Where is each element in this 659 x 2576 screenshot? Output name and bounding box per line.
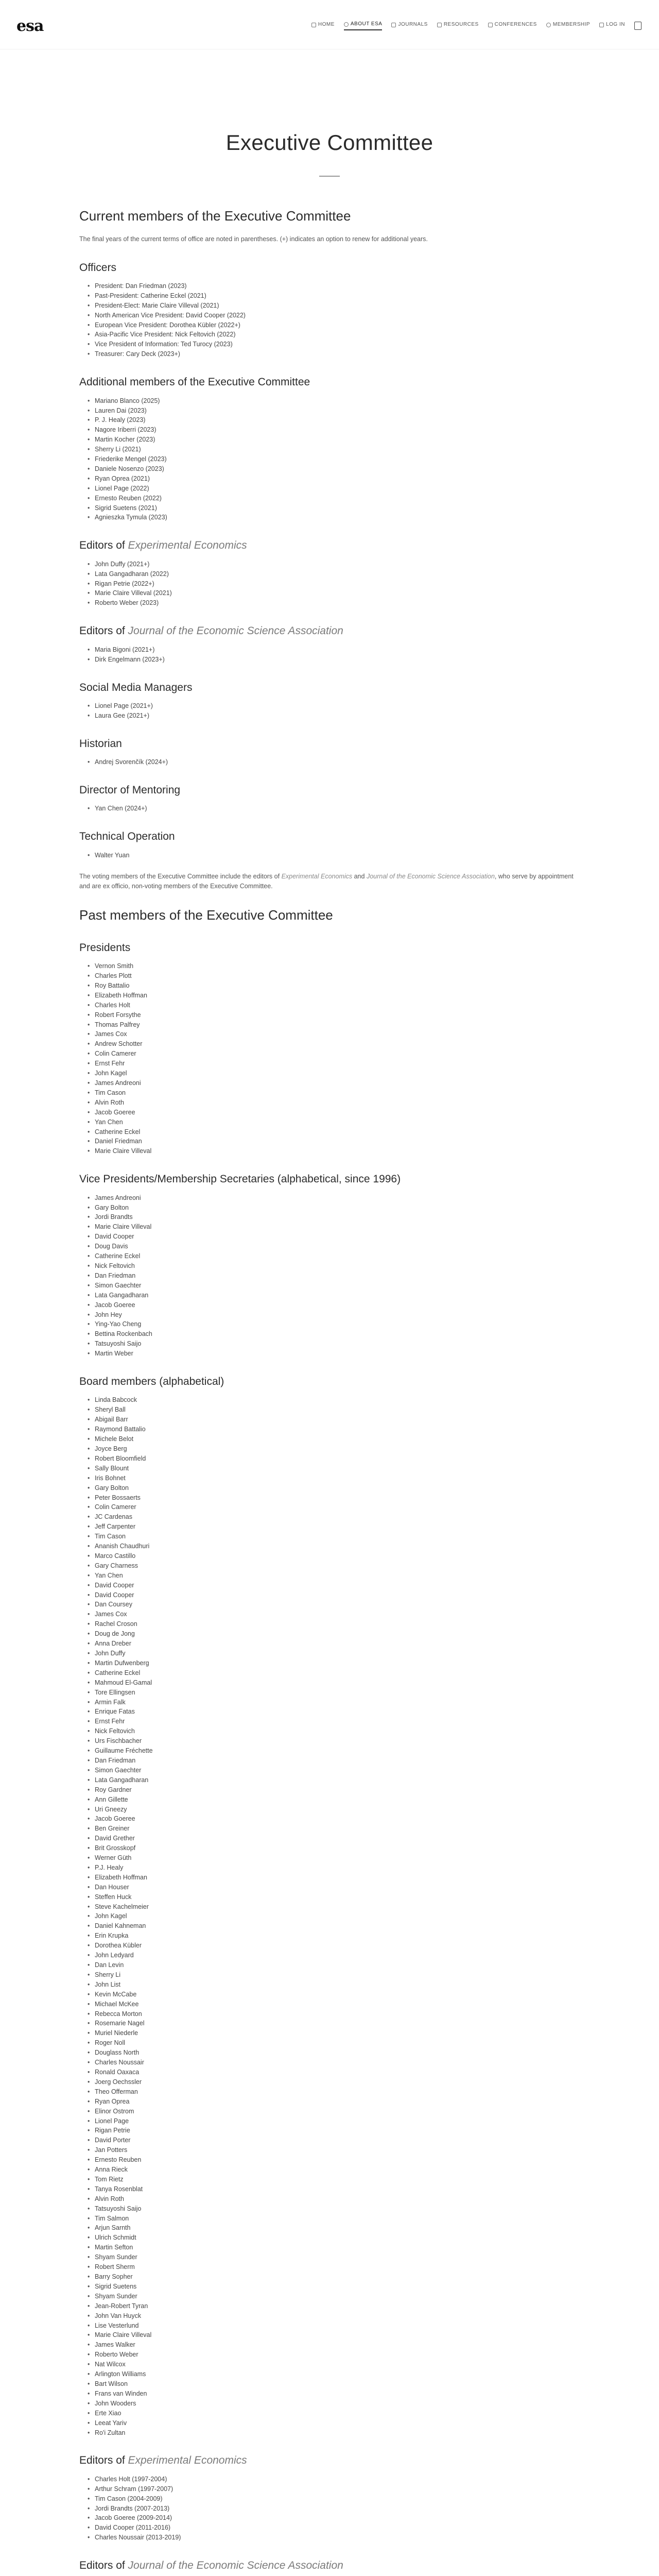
list-item: • Shyam Sunder: [88, 2292, 580, 2301]
calendar-icon: [488, 23, 493, 27]
list-item: • Simon Gaechter: [88, 1766, 580, 1775]
list-item: • Martin Weber: [88, 1349, 580, 1359]
list-item: • Ernesto Reuben (2022): [88, 494, 580, 503]
list-item: • John Van Huyck: [88, 2311, 580, 2321]
ee-editors-list: [88, 560, 580, 608]
list-item: • James Andreoni: [88, 1193, 580, 1203]
list-item: • Lata Gangadharan: [88, 1291, 580, 1300]
list-item: • John Ledyard: [88, 1951, 580, 1960]
nav-label: LOG IN: [606, 22, 625, 27]
list-item: • Tore Ellingsen: [88, 1688, 580, 1698]
list-item: • Nick Feltovich: [88, 1726, 580, 1736]
list-item: • Ulrich Schmidt: [88, 2233, 580, 2243]
list-item: • Uri Gneezy: [88, 1805, 580, 1815]
nav-log-in[interactable]: [599, 21, 625, 30]
voting-note-text: The voting members of the Executive Committee include the editors of: [79, 872, 282, 880]
list-item: • P.J. Healy: [88, 1863, 580, 1873]
list-item: • Iris Bohnet: [88, 1473, 580, 1483]
list-item: • Joyce Berg: [88, 1444, 580, 1454]
list-item: • Jacob Goeree (2009-2014): [88, 2513, 580, 2523]
ee-editors-heading: [79, 538, 580, 553]
list-item: • Lionel Page (2022): [88, 484, 580, 494]
list-item: • Enrique Fatas: [88, 1707, 580, 1717]
nav-membership[interactable]: [546, 21, 590, 30]
officers-list: [88, 281, 580, 359]
list-item: • Dan Friedman: [88, 1271, 580, 1281]
user-icon: [546, 23, 551, 27]
ee-journal-link[interactable]: Experimental Economics: [281, 872, 353, 880]
list-item: • Elinor Ostrom: [88, 2107, 580, 2116]
mentoring-heading: Director of Mentoring: [79, 784, 181, 796]
login-icon: [599, 23, 604, 27]
list-item: • Ernst Fehr: [88, 1717, 580, 1726]
list-item: • Doug Davis: [88, 1242, 580, 1251]
list-item: • Theo Offerman: [88, 2087, 580, 2097]
list-item: • Dorothea Kübler: [88, 1941, 580, 1951]
list-item: • Nat Wilcox: [88, 2360, 580, 2369]
list-item: • Catherine Eckel: [88, 1127, 580, 1137]
board-members-heading: Board members (alphabetical): [79, 1376, 224, 1388]
list-item: • Ryan Oprea (2021): [88, 474, 580, 484]
list-item: • Sherry Li: [88, 1970, 580, 1980]
list-item: • Past-President: Catherine Eckel (2021): [88, 291, 580, 301]
list-item: • Rigan Petrie (2022+): [88, 579, 580, 589]
list-item: • Mahmoud El-Gamal: [88, 1678, 580, 1688]
list-item: • Ying-Yao Cheng: [88, 1319, 580, 1329]
list-item: • Alvin Roth: [88, 1098, 580, 1108]
list-item: • Yan Chen (2024+): [88, 804, 580, 814]
list-item: • John Kagel: [88, 1069, 580, 1078]
list-item: • Rigan Petrie: [88, 2126, 580, 2136]
list-item: • Tom Rietz: [88, 2175, 580, 2184]
nav-conferences[interactable]: [488, 21, 537, 30]
page-title: Executive Committee: [226, 130, 433, 155]
list-item: • Elizabeth Hoffman: [88, 1873, 580, 1883]
historian-heading: Historian: [79, 737, 122, 750]
social-media-list: [88, 701, 580, 721]
list-item: • Dan Coursey: [88, 1600, 580, 1609]
list-item: • Roberto Weber: [88, 2350, 580, 2360]
list-item: • John Duffy (2021+): [88, 560, 580, 569]
journal-name: Journal of the Economic Science Association: [128, 625, 343, 637]
list-item: • Jacob Goeree: [88, 1300, 580, 1310]
list-item: • President-Elect: Marie Claire Villeval (2021): [88, 301, 580, 311]
list-item: • James Cox: [88, 1029, 580, 1039]
list-item: • Rebecca Morton: [88, 2009, 580, 2019]
list-item: • David Cooper (2011-2016): [88, 2523, 580, 2533]
list-item: • Charles Noussair: [88, 2058, 580, 2067]
list-item: • Abigail Barr: [88, 1415, 580, 1425]
list-item: • Ryan Oprea: [88, 2097, 580, 2107]
list-item: • Frans van Winden: [88, 2389, 580, 2399]
jesa-journal-link[interactable]: Journal of the Economic Science Association: [366, 872, 495, 880]
list-item: • Arlington Williams: [88, 2369, 580, 2379]
book-icon: [391, 23, 396, 27]
list-item: • Friederike Mengel (2023): [88, 454, 580, 464]
list-item: • David Porter: [88, 2136, 580, 2145]
list-item: • Linda Babcock: [88, 1395, 580, 1405]
site-header: [0, 0, 659, 49]
technical-operation-list: [88, 851, 580, 860]
list-item: • Roberto Weber (2023): [88, 598, 580, 608]
list-item: • James Cox: [88, 1609, 580, 1619]
list-item: • Charles Noussair (2013-2019): [88, 2533, 580, 2543]
list-item: • Jordi Brandts: [88, 1212, 580, 1222]
heading-prefix: Editors of: [79, 625, 128, 637]
list-item: • Douglass North: [88, 2048, 580, 2058]
list-item: • Kevin McCabe: [88, 1990, 580, 1999]
list-item: • Arjun Sarnth: [88, 2223, 580, 2233]
list-item: • David Grether: [88, 1834, 580, 1843]
list-item: • Jacob Goeree: [88, 1108, 580, 1117]
journal-name: Experimental Economics: [128, 2454, 247, 2467]
terms-note: The final years of the current terms of office are noted in parentheses. (+) indicates an option to renew for additional years.: [79, 235, 428, 243]
list-item: • Yan Chen: [88, 1571, 580, 1581]
list-item: • Jan Potters: [88, 2145, 580, 2155]
nav-label: MEMBERSHIP: [552, 22, 591, 27]
officers-heading: Officers: [79, 261, 116, 274]
nav-about-esa[interactable]: [344, 21, 383, 30]
vice-presidents-heading: Vice Presidents/Membership Secretaries (alphabetical, since 1996): [79, 1173, 401, 1185]
list-item: • Maria Bigoni (2021+): [88, 645, 580, 655]
list-item: • Gary Charness: [88, 1561, 580, 1571]
list-item: • Tim Cason (2004-2009): [88, 2494, 580, 2504]
list-item: • Simon Gaechter: [88, 1281, 580, 1291]
list-item: • David Cooper: [88, 1590, 580, 1600]
list-item: • Ronald Oaxaca: [88, 2067, 580, 2077]
list-item: • Rachel Croson: [88, 1619, 580, 1629]
list-item: • North American Vice President: David Cooper (2022): [88, 311, 580, 320]
list-item: • Dirk Engelmann (2023+): [88, 655, 580, 665]
list-item: • Ananish Chaudhuri: [88, 1541, 580, 1551]
list-item: • Doug de Jong: [88, 1629, 580, 1639]
nav-label: JOURNALS: [398, 22, 428, 27]
list-item: • P. J. Healy (2023): [88, 415, 580, 425]
list-item: • European Vice President: Dorothea Kübler (2022+): [88, 320, 580, 330]
additional-members-list: [88, 396, 580, 523]
nav-label: ABOUT ESA: [350, 21, 383, 27]
list-item: • Catherine Eckel: [88, 1251, 580, 1261]
list-item: • Bart Wilson: [88, 2379, 580, 2389]
list-item: • Jordi Brandts (2007-2013): [88, 2504, 580, 2514]
list-item: • Robert Forsythe: [88, 1010, 580, 1020]
historian-list: [88, 757, 580, 767]
list-item: • Charles Plott: [88, 971, 580, 981]
list-item: • Martin Sefton: [88, 2243, 580, 2252]
list-item: • Alvin Roth: [88, 2194, 580, 2204]
list-item: • Michele Belot: [88, 1434, 580, 1444]
list-item: • Muriel Niederle: [88, 2028, 580, 2038]
list-item: • Anna Dreber: [88, 1639, 580, 1649]
nav-journals[interactable]: [391, 21, 427, 30]
list-item: • Tanya Rosenblat: [88, 2184, 580, 2194]
list-item: • Tim Cason: [88, 1088, 580, 1098]
list-item: • John Wooders: [88, 2399, 580, 2409]
list-item: • Arthur Schram (1997-2007): [88, 2484, 580, 2494]
list-item: • Armin Falk: [88, 1698, 580, 1707]
heading-prefix: Editors of: [79, 2454, 128, 2467]
heading-prefix: Editors of: [79, 2560, 128, 2572]
voting-note-text: and: [352, 872, 367, 880]
list-item: • Sheryl Ball: [88, 1405, 580, 1415]
info-icon: [344, 22, 349, 27]
list-item: • Bettina Rockenbach: [88, 1329, 580, 1339]
presidents-list: [88, 961, 580, 1156]
list-item: • Lauren Dai (2023): [88, 406, 580, 416]
list-item: • Roy Gardner: [88, 1785, 580, 1795]
list-item: • James Andreoni: [88, 1078, 580, 1088]
list-item: • Ann Gillette: [88, 1795, 580, 1805]
list-item: • Robert Sherm: [88, 2262, 580, 2272]
list-item: • Jacob Goeree: [88, 1814, 580, 1824]
list-item: • Nick Feltovich: [88, 1261, 580, 1271]
list-item: • John Duffy: [88, 1649, 580, 1658]
list-item: • Marie Claire Villeval: [88, 1146, 580, 1156]
mentoring-list: [88, 804, 580, 814]
heading-prefix: Editors of: [79, 539, 128, 552]
past-ee-editors-heading: [79, 2453, 580, 2468]
list-item: • Elizabeth Hoffman: [88, 991, 580, 1001]
list-item: • Marie Claire Villeval (2021): [88, 588, 580, 598]
list-item: • Lise Vesterlund: [88, 2321, 580, 2331]
list-item: • Colin Camerer: [88, 1502, 580, 1512]
voting-note-text: , who serve by appointment and are ex officio, non-voting members of the Executive Committee.: [79, 872, 574, 890]
presidents-heading: Presidents: [79, 941, 131, 954]
list-item: • Erte Xiao: [88, 2409, 580, 2418]
nav-label: HOME: [318, 22, 335, 27]
list-item: • Lionel Page (2021+): [88, 701, 580, 711]
list-item: • Guillaume Fréchette: [88, 1746, 580, 1756]
nav-label: RESOURCES: [443, 22, 479, 27]
list-item: • Daniele Nosenzo (2023): [88, 464, 580, 474]
nav-resources[interactable]: [437, 21, 479, 30]
list-item: • Gary Bolton: [88, 1203, 580, 1213]
list-item: • Michael McKee: [88, 1999, 580, 2009]
past-ee-editors-list: [88, 2475, 580, 2543]
list-item: • Asia-Pacific Vice President: Nick Feltovich (2022): [88, 330, 580, 340]
list-item: • Dan Levin: [88, 1960, 580, 1970]
list-item: • Lata Gangadharan (2022): [88, 569, 580, 579]
list-item: • Lionel Page: [88, 2116, 580, 2126]
current-members-heading: Current members of the Executive Committee: [79, 208, 351, 224]
board-members-list: [88, 1395, 580, 2437]
list-item: • Peter Bossaerts: [88, 1493, 580, 1503]
cart-icon[interactable]: [634, 22, 641, 30]
list-item: • John Kagel: [88, 1911, 580, 1921]
list-item: • Ben Greiner: [88, 1824, 580, 1834]
social-media-heading: Social Media Managers: [79, 681, 193, 693]
list-item: • John List: [88, 1980, 580, 1990]
list-item: • Rosemarie Nagel: [88, 2019, 580, 2028]
list-item: • Anna Rieck: [88, 2165, 580, 2175]
list-item: • Catherine Eckel: [88, 1668, 580, 1678]
list-item: • Agnieszka Tymula (2023): [88, 513, 580, 522]
jesa-editors-list: [88, 645, 580, 665]
title-divider: [319, 176, 340, 177]
list-item: • David Cooper: [88, 1232, 580, 1242]
page-hero: [0, 49, 659, 177]
past-jesa-editors-heading: [79, 2558, 580, 2573]
list-item: • Werner Güth: [88, 1853, 580, 1863]
technical-operation-heading: Technical Operation: [79, 831, 175, 843]
list-item: • Steve Kachelmeier: [88, 1902, 580, 1912]
list-item: • Tim Salmon: [88, 2214, 580, 2224]
list-item: • Thomas Palfrey: [88, 1020, 580, 1030]
list-item: • Ernst Fehr: [88, 1059, 580, 1069]
list-item: • Ro'i Zultan: [88, 2428, 580, 2438]
list-item: • JC Cardenas: [88, 1512, 580, 1522]
list-item: • Daniel Kahneman: [88, 1921, 580, 1931]
list-item: • Tatsuyoshi Saijo: [88, 1339, 580, 1349]
list-item: • Roy Battalio: [88, 981, 580, 991]
list-item: • Mariano Blanco (2025): [88, 396, 580, 406]
list-item: • Martin Kocher (2023): [88, 435, 580, 445]
home-icon: [311, 23, 316, 27]
list-item: • Tatsuyoshi Saijo: [88, 2204, 580, 2214]
list-item: • Daniel Friedman: [88, 1137, 580, 1146]
list-item: • James Walker: [88, 2340, 580, 2350]
list-item: • Robert Bloomfield: [88, 1454, 580, 1464]
list-item: • Gary Bolton: [88, 1483, 580, 1493]
list-item: • Tim Cason: [88, 1532, 580, 1541]
list-item: • Treasurer: Cary Deck (2023+): [88, 349, 580, 359]
vice-presidents-list: [88, 1193, 580, 1359]
list-item: • Yan Chen: [88, 1117, 580, 1127]
list-item: • Brit Grosskopf: [88, 1843, 580, 1853]
list-item: • Martin Dufwenberg: [88, 1658, 580, 1668]
nav-home[interactable]: [311, 21, 335, 30]
main-nav: [311, 21, 641, 30]
jesa-editors-heading: [79, 623, 580, 638]
list-item: • Marie Claire Villeval: [88, 2330, 580, 2340]
site-logo[interactable]: esa: [16, 17, 44, 35]
list-item: • Vernon Smith: [88, 961, 580, 971]
list-item: • Sally Blount: [88, 1464, 580, 1473]
list-item: • Nagore Iriberri (2023): [88, 425, 580, 435]
list-item: • Roger Noll: [88, 2038, 580, 2048]
past-members-heading: Past members of the Executive Committee: [79, 907, 333, 923]
journal-name: Experimental Economics: [128, 539, 247, 552]
list-item: • Sigrid Suetens (2021): [88, 503, 580, 513]
list-item: • Laura Gee (2021+): [88, 711, 580, 721]
list-item: • Marco Castillo: [88, 1551, 580, 1561]
nav-label: CONFERENCES: [494, 22, 537, 27]
list-item: • Steffen Huck: [88, 1892, 580, 1902]
list-item: • Jean-Robert Tyran: [88, 2301, 580, 2311]
list-item: • Andrej Svorenčík (2024+): [88, 757, 580, 767]
list-item: • Sigrid Suetens: [88, 2282, 580, 2292]
list-item: • Lata Gangadharan: [88, 1775, 580, 1785]
list-item: • Joerg Oechssler: [88, 2077, 580, 2087]
list-item: • Charles Holt (1997-2004): [88, 2475, 580, 2484]
list-item: • President: Dan Friedman (2023): [88, 281, 580, 291]
list-item: • Dan Friedman: [88, 1756, 580, 1766]
list-item: • Jeff Carpenter: [88, 1522, 580, 1532]
additional-members-heading: Additional members of the Executive Committee: [79, 376, 310, 388]
list-item: • David Cooper: [88, 1581, 580, 1590]
voting-note: [79, 872, 580, 892]
list-item: • Barry Sopher: [88, 2272, 580, 2282]
list-item: • Dan Houser: [88, 1883, 580, 1892]
main-content: [79, 207, 580, 2576]
list-item: • Charles Holt: [88, 1001, 580, 1010]
list-item: • Colin Camerer: [88, 1049, 580, 1059]
list-item: • Marie Claire Villeval: [88, 1222, 580, 1232]
list-item: • Andrew Schotter: [88, 1039, 580, 1049]
list-item: • Shyam Sunder: [88, 2252, 580, 2262]
list-item: • Vice President of Information: Ted Turocy (2023): [88, 340, 580, 349]
list-item: • Leeat Yariv: [88, 2418, 580, 2428]
journal-name: Journal of the Economic Science Association: [128, 2560, 343, 2572]
list-item: • Walter Yuan: [88, 851, 580, 860]
list-item: • Urs Fischbacher: [88, 1736, 580, 1746]
list-item: • Ernesto Reuben: [88, 2155, 580, 2165]
list-item: • Sherry Li (2021): [88, 445, 580, 454]
list-item: • John Hey: [88, 1310, 580, 1320]
list-item: • Erin Krupka: [88, 1931, 580, 1941]
folder-icon: [437, 23, 442, 27]
list-item: • Raymond Battalio: [88, 1425, 580, 1434]
